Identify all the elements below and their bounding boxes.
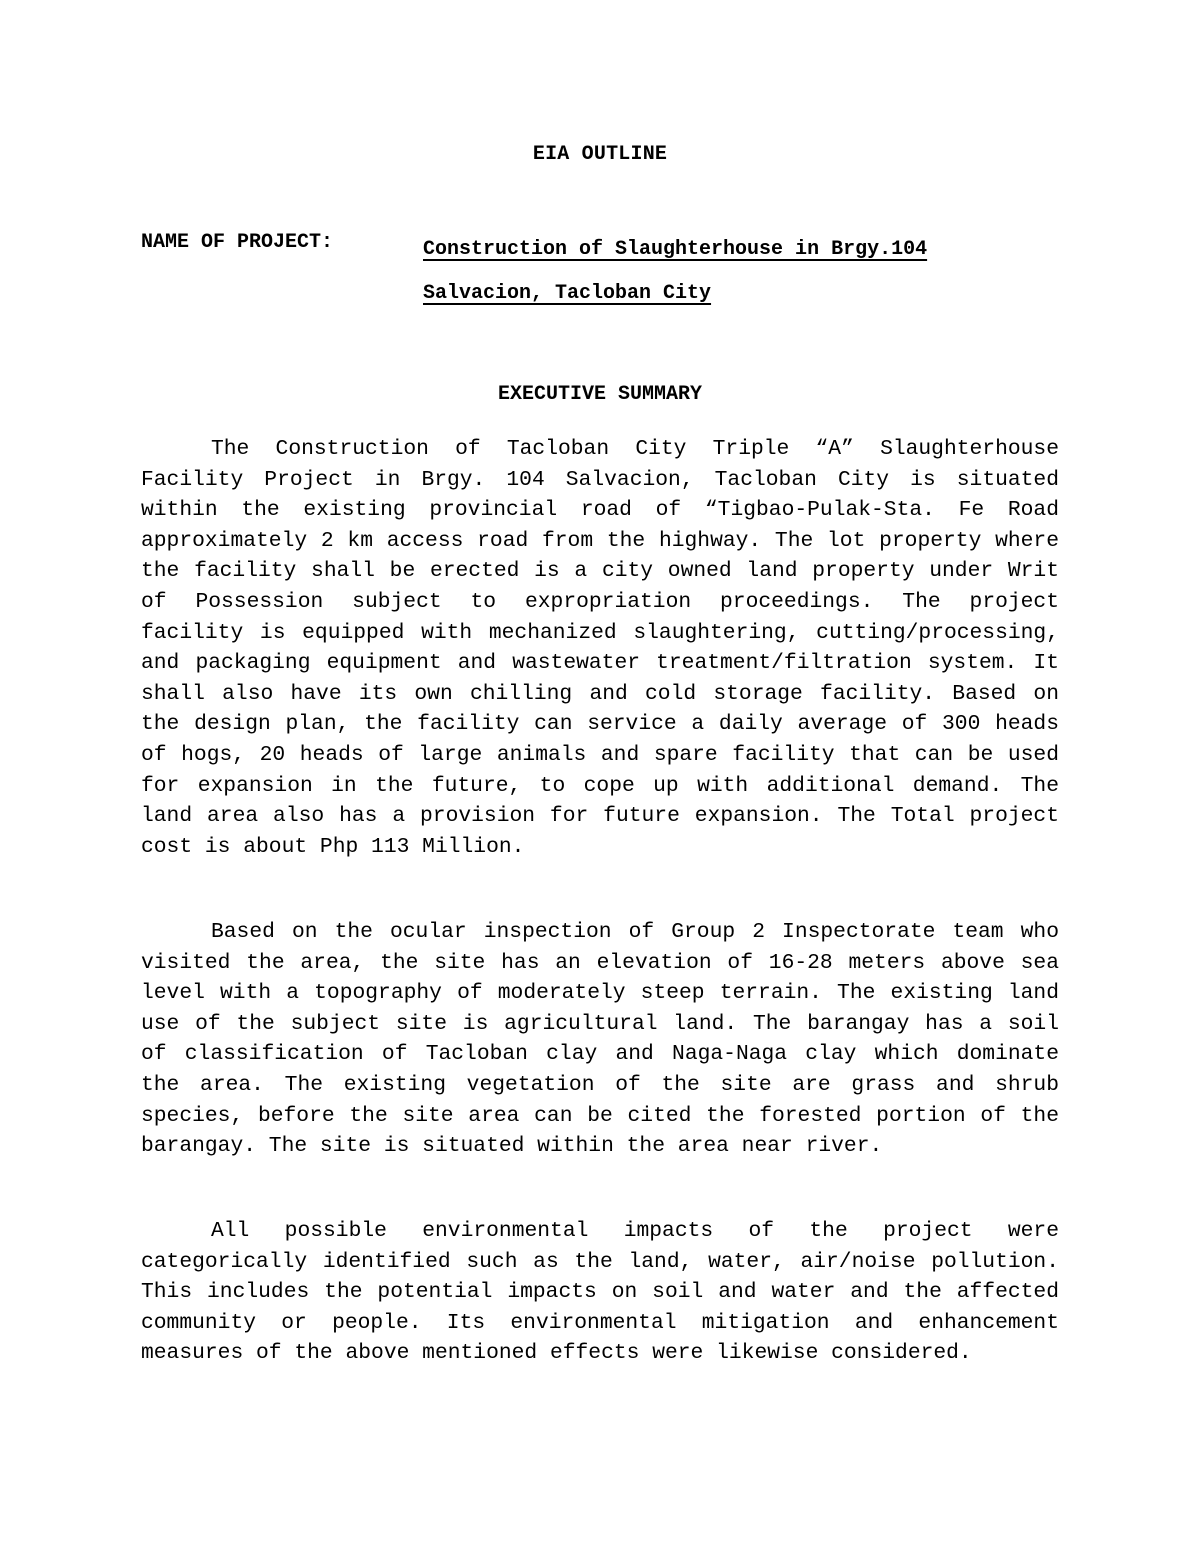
summary-paragraph-1: The Construction of Tacloban City Triple “A” Slaughterhouse Facility Project in Brgy. 104 Salvacion, Tacloban City is situated within the existing provincial road of “Tigbao-Pulak-Sta. Fe Road approximately 2 km access road from the highway. The lot property where the facility shall be erected is a city owned land property under Writ of Possession subject to expropriation proceedings. The project facility is equipped with mechanized slaughtering, cutting/processing, and packaging equipment and wastewater treatment/filtration system. It shall also have its own chilling and cold storage facility. Based on the design plan, the facility can service a daily average of 300 heads of hogs, 20 heads of large animals and spare facility that can be used for expansion in the future, to cope up with additional demand. The land area also has a provision for future expansion. The Total project cost is about Php 113 Million. (141, 437, 1059, 859)
summary-paragraph-2: Based on the ocular inspection of Group 2 Inspectorate team who visited the area, the site has an elevation of 16-28 meters above sea level with a topography of moderately steep terrain. The existing land use of the subject site is agricultural land. The barangay has a soil of classification of Tacloban clay and Naga-Naga clay which dominate the area. The existing vegetation of the site are grass and shrub species, before the site area can be cited the forested portion of the barangay. The site is situated within the area near river. (141, 920, 1059, 1159)
project-name-label: NAME OF PROJECT: (141, 231, 334, 254)
project-name-value (423, 228, 1063, 316)
executive-summary-heading: EXECUTIVE SUMMARY (497, 383, 703, 406)
summary-paragraph-3: All possible environmental impacts of the project were categorically identified such as the land, water, air/noise pollution. This includes the potential impacts on soil and water and the affected community or people. Its environmental mitigation and enhancement measures of the above mentioned effects were likewise considered. (141, 1219, 1059, 1366)
project-name-line-2: Salvacion, Tacloban City (423, 282, 712, 305)
project-name-line-1: Construction of Slaughterhouse in Brgy.104 (423, 238, 928, 261)
document-title: EIA OUTLINE (532, 143, 668, 166)
